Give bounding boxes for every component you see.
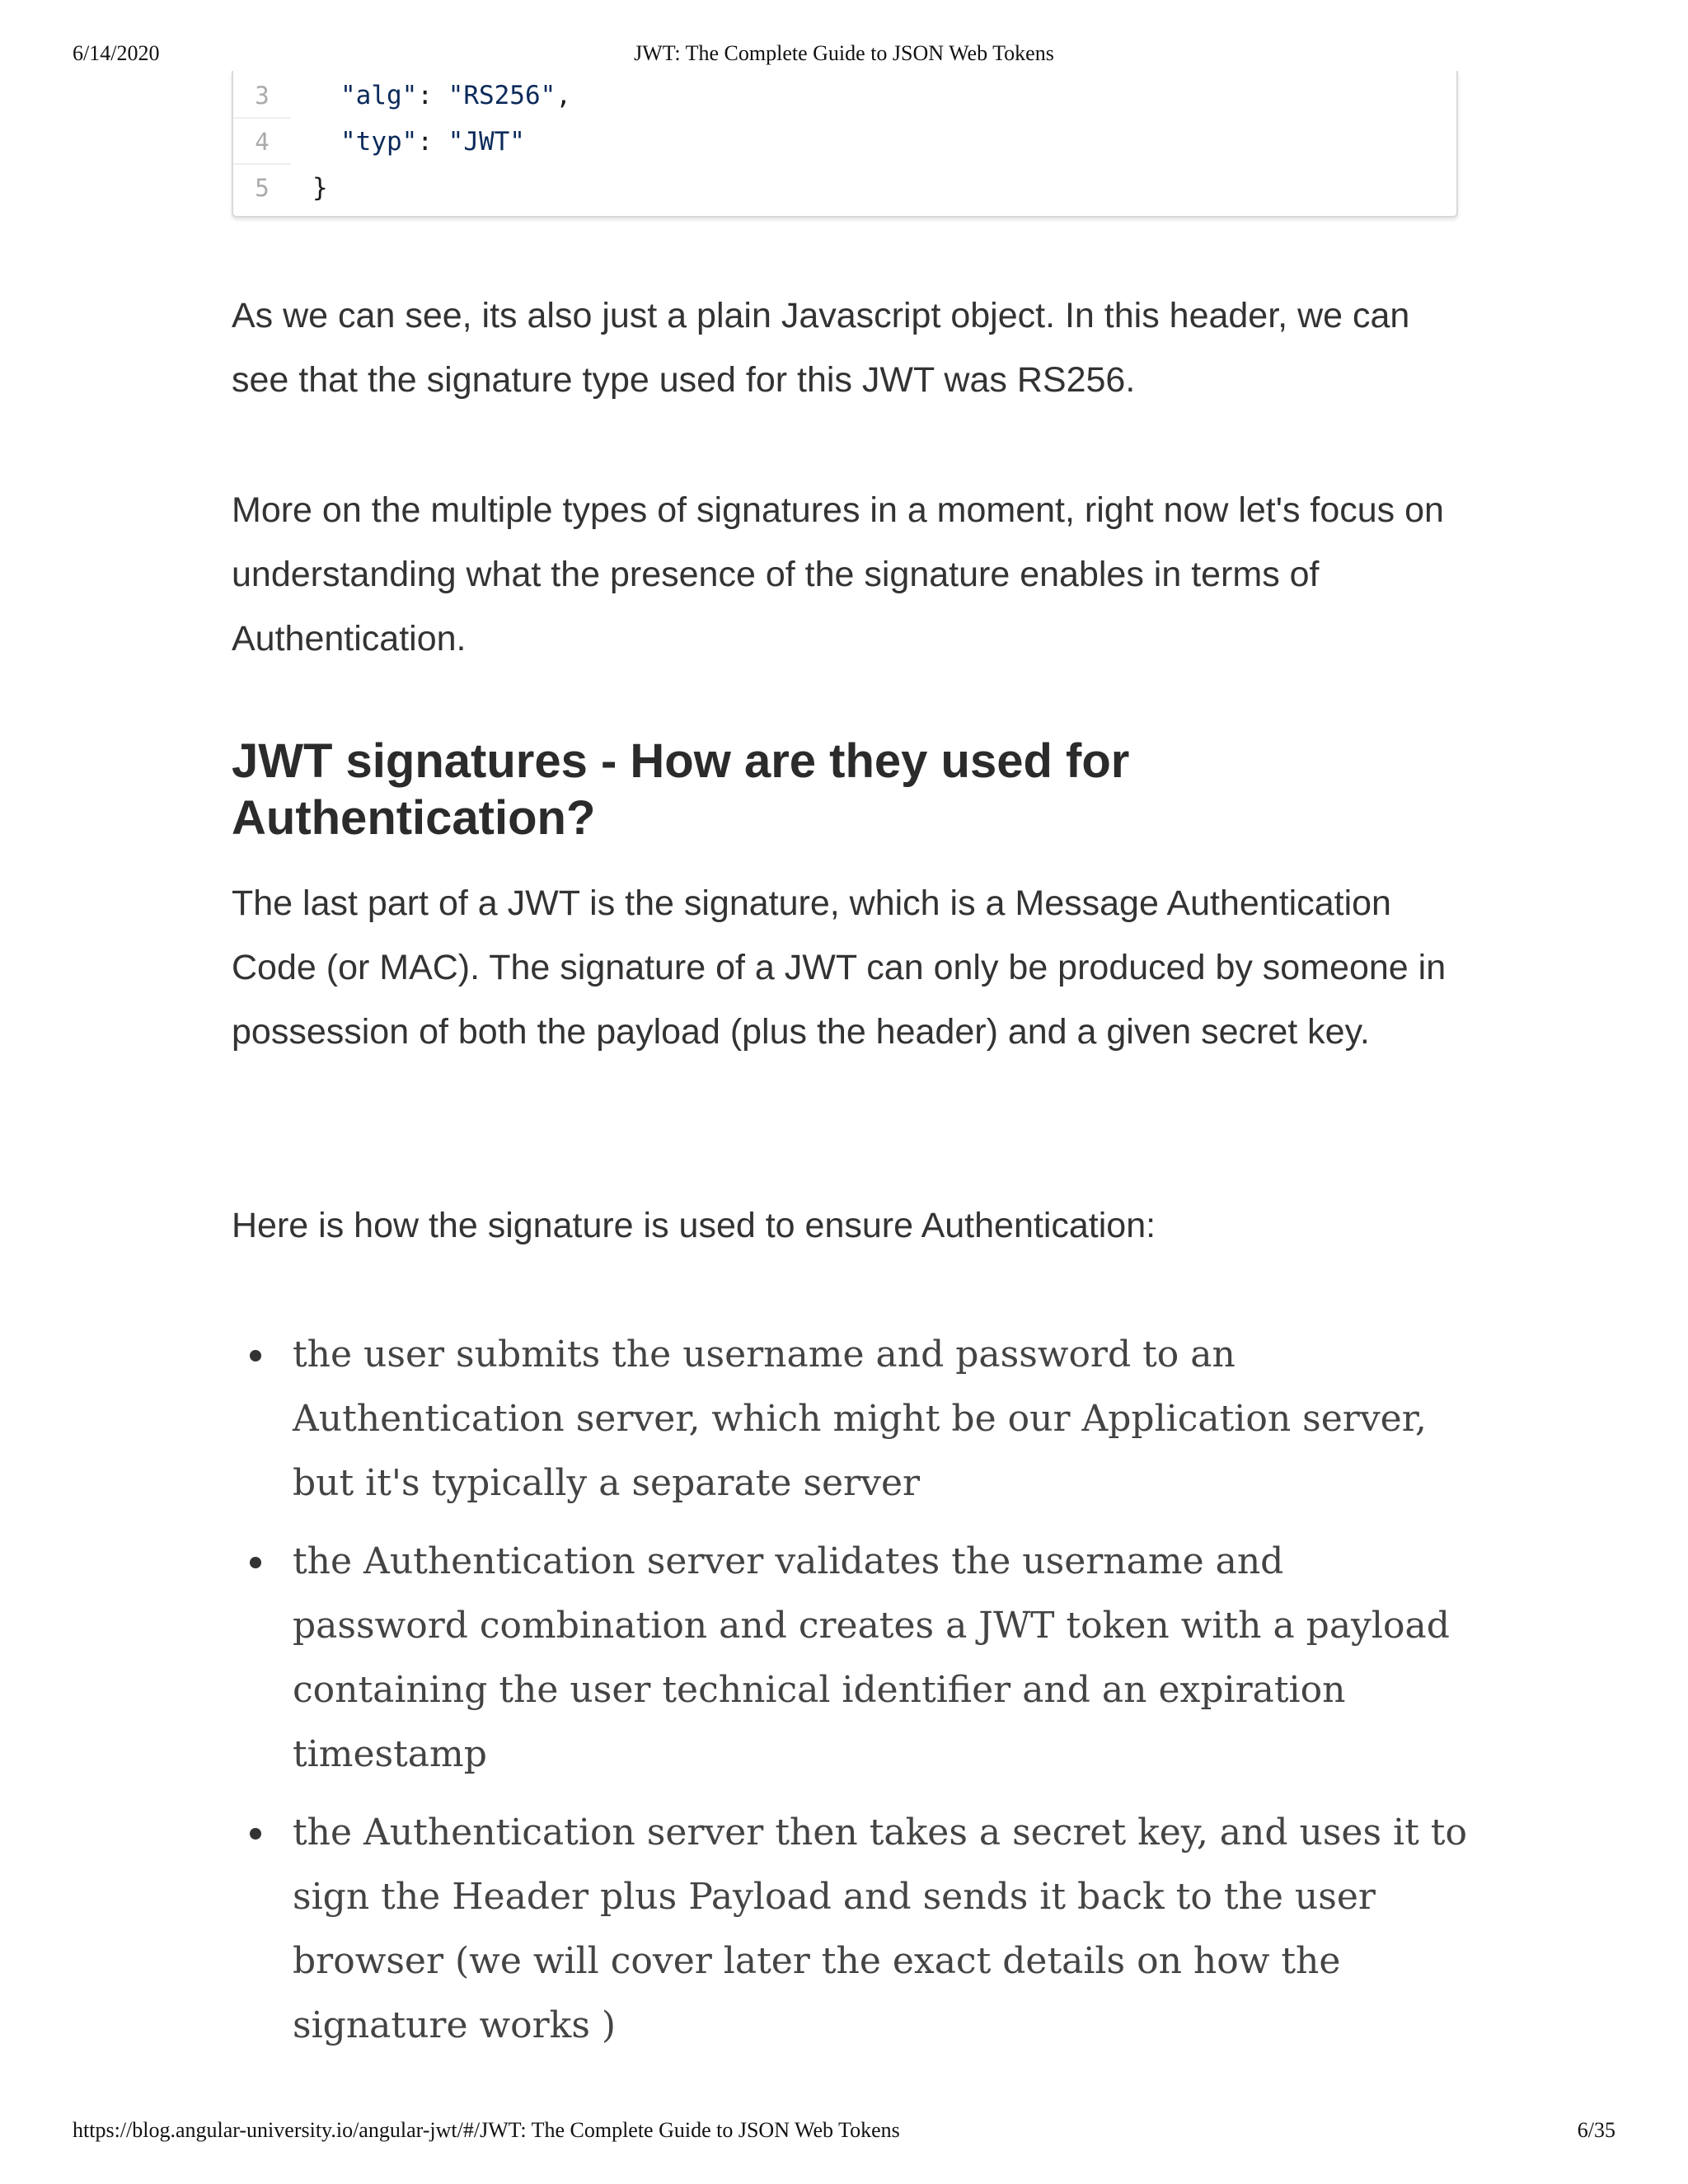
print-date: 6/14/2020 [73, 41, 160, 65]
list-item [232, 1530, 1468, 1787]
json-key: "alg" [340, 81, 418, 110]
line-number: 5 [255, 174, 270, 202]
bullet-icon [250, 1350, 261, 1361]
code-text: "alg": "RS256", [340, 81, 571, 110]
json-value: "RS256" [448, 81, 556, 110]
list-item [232, 1323, 1468, 1516]
paragraph-text: As we can see, its also just a plain Javascript object. In this header, we can see that the signature type used for this JWT was RS256. [232, 296, 1410, 400]
paragraph-text: More on the multiple types of signatures in a moment, right now let's focus on understanding what the presence of the signature enables in terms of Authentication. [232, 490, 1444, 658]
code-line [233, 119, 1456, 165]
code-text: } [312, 173, 328, 203]
line-number: 4 [255, 128, 270, 156]
print-page-title: JWT: The Complete Guide to JSON Web Tokens [634, 41, 1054, 65]
paragraph-how-used [232, 1193, 1451, 1258]
json-punctuation: , [556, 81, 571, 110]
paragraph-header-explanation [232, 284, 1451, 412]
paragraph-mac [232, 871, 1451, 1064]
bullet-icon [250, 1557, 261, 1568]
paragraph-text: The last part of a JWT is the signature, which is a Message Authentication Code (or MAC). The signature of a JWT can only be produced by someone in possession of both the payload (plus the header) and a given secret key. [232, 883, 1447, 1052]
list-item-text: the Authentication server then takes a secret key, and uses it to sign the Header plus Payload and sends it back to the user browser (we will cover later the exact details on how the signature works ) [293, 1811, 1467, 2046]
code-line [233, 73, 1456, 119]
authentication-steps-list [232, 1323, 1468, 2072]
bullet-icon [250, 1828, 261, 1840]
line-number: 3 [255, 82, 270, 110]
page-number: 6/35 [1577, 2118, 1615, 2142]
paragraph-text: Here is how the signature is used to ensure Authentication: [232, 1206, 1156, 1245]
print-url: https://blog.angular-university.io/angular-jwt/#/JWT: The Complete Guide to JSON Web Tokens [73, 2118, 900, 2142]
list-item-text: the Authentication server validates the username and password combination and creates a JWT token with a payload containing the user technical identifier and an expiration timestamp [293, 1540, 1450, 1775]
code-block [232, 71, 1458, 218]
code-line [233, 165, 1456, 211]
paragraph-signature-types [232, 478, 1451, 671]
section-heading [232, 733, 1451, 846]
json-value: "JWT" [448, 127, 525, 157]
list-item-text: the user submits the username and password to an Authentication server, which might be our Application server, but it's typically a separate server [293, 1333, 1427, 1504]
code-text: "typ": "JWT" [340, 127, 525, 157]
json-key: "typ" [340, 127, 418, 157]
section-heading-text: JWT signatures - How are they used for Authentication? [232, 734, 1130, 845]
list-item [232, 1801, 1468, 2058]
